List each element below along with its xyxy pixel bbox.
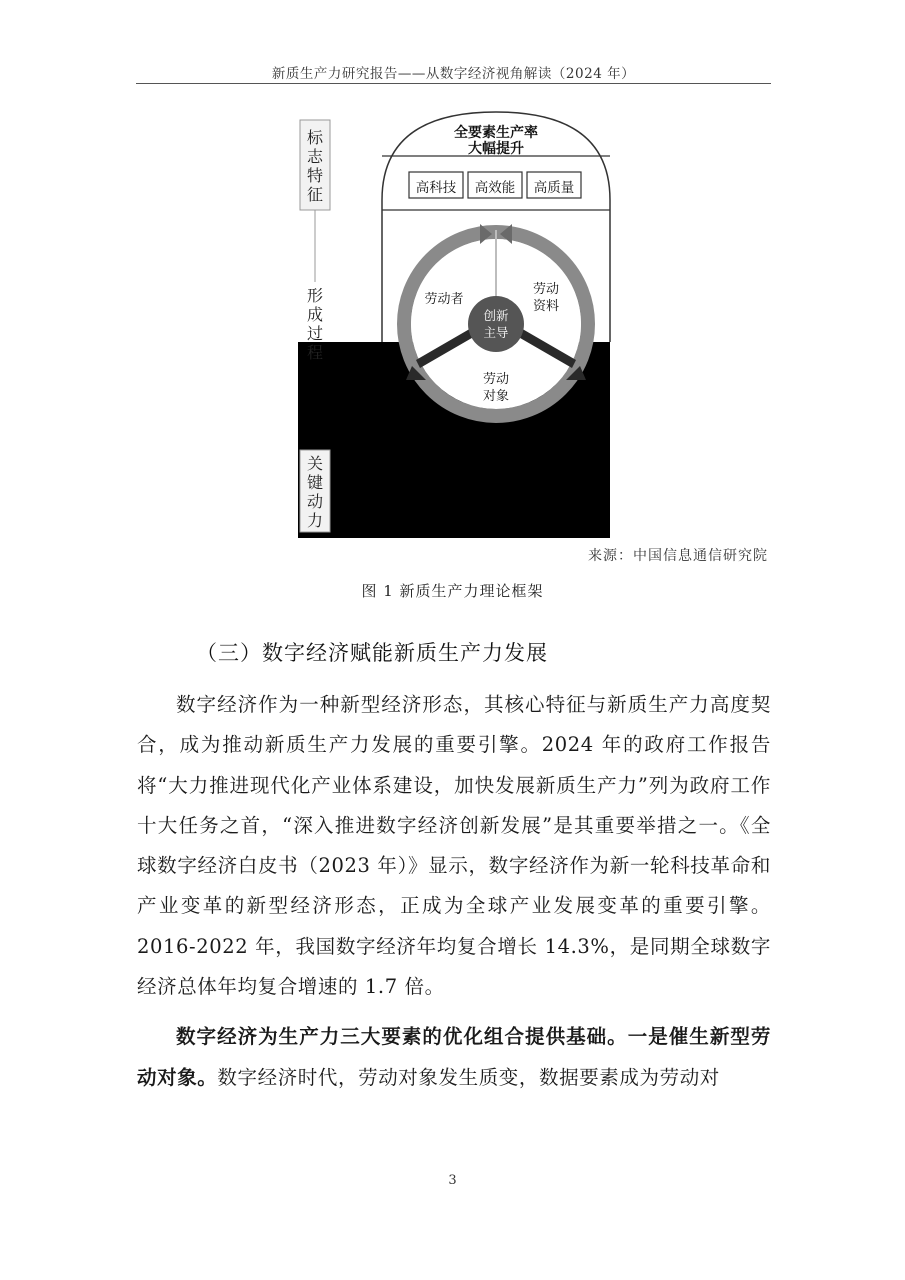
segment-label-labor: 劳动者 bbox=[424, 292, 464, 307]
dome-title-line2: 大幅提升 bbox=[468, 141, 524, 157]
paragraph-2-bold: 数字经济为生产力三大要素的优化组合提供基础。一是催生新型劳动对象。 bbox=[137, 1025, 771, 1089]
segment-label-object-line1: 劳动 bbox=[482, 372, 509, 387]
page-number: 3 bbox=[448, 1173, 457, 1188]
box-label-high-quality: 高质量 bbox=[533, 180, 575, 196]
paragraph-1: 数字经济作为一种新型经济形态，其核心特征与新质生产力高度契合，成为推动新质生产力发展的重要引擎。2024 年的政府工作报告将“大力推进现代化产业体系建设，加快发展新质生产力”列为政府工作十大任务之首，“深入推进数字经济创新发展”是其重要举措之一。《全球数字经济白皮书（2023 年）》显示，数字经济作为新一轮科技革命和产业变革的新型经济形态，正成为全球产业发展变革的重要引擎。2016-2022 年，我国数字经济年均复合增长 14.3%，是同期全球数字经济总体年均复合增速的 1.7 倍。 bbox=[137, 693, 771, 999]
framework-figure bbox=[296, 110, 616, 540]
side-label-bottom: 关键动力 bbox=[306, 454, 323, 530]
side-label-middle: 形成过程 bbox=[306, 286, 323, 362]
figure-source: 来源：中国信息通信研究院 bbox=[588, 548, 768, 564]
segment-label-object-line2: 对象 bbox=[482, 389, 509, 404]
side-label-top: 标志特征 bbox=[306, 128, 323, 204]
segment-label-means-line1: 劳动 bbox=[532, 282, 559, 297]
center-label-line2: 主导 bbox=[483, 325, 509, 340]
figure-caption: 图 1 新质生产力理论框架 bbox=[361, 582, 544, 600]
paragraph-2-rest: 数字经济时代，劳动对象发生质变，数据要素成为劳动对 bbox=[217, 1065, 720, 1089]
box-label-high-tech: 高科技 bbox=[415, 180, 457, 196]
running-header: 新质生产力研究报告——从数字经济视角解读（2024 年） bbox=[271, 66, 636, 82]
dome-title-line1: 全要素生产率 bbox=[454, 125, 538, 141]
header-divider bbox=[136, 83, 771, 84]
section-heading: （三）数字经济赋能新质生产力发展 bbox=[196, 641, 548, 665]
segment-label-means-line2: 资料 bbox=[532, 299, 559, 314]
body-text bbox=[137, 685, 771, 1098]
paragraph-2 bbox=[137, 1017, 771, 1098]
center-label-line1: 创新 bbox=[483, 308, 509, 323]
box-label-high-efficiency: 高效能 bbox=[474, 180, 516, 196]
